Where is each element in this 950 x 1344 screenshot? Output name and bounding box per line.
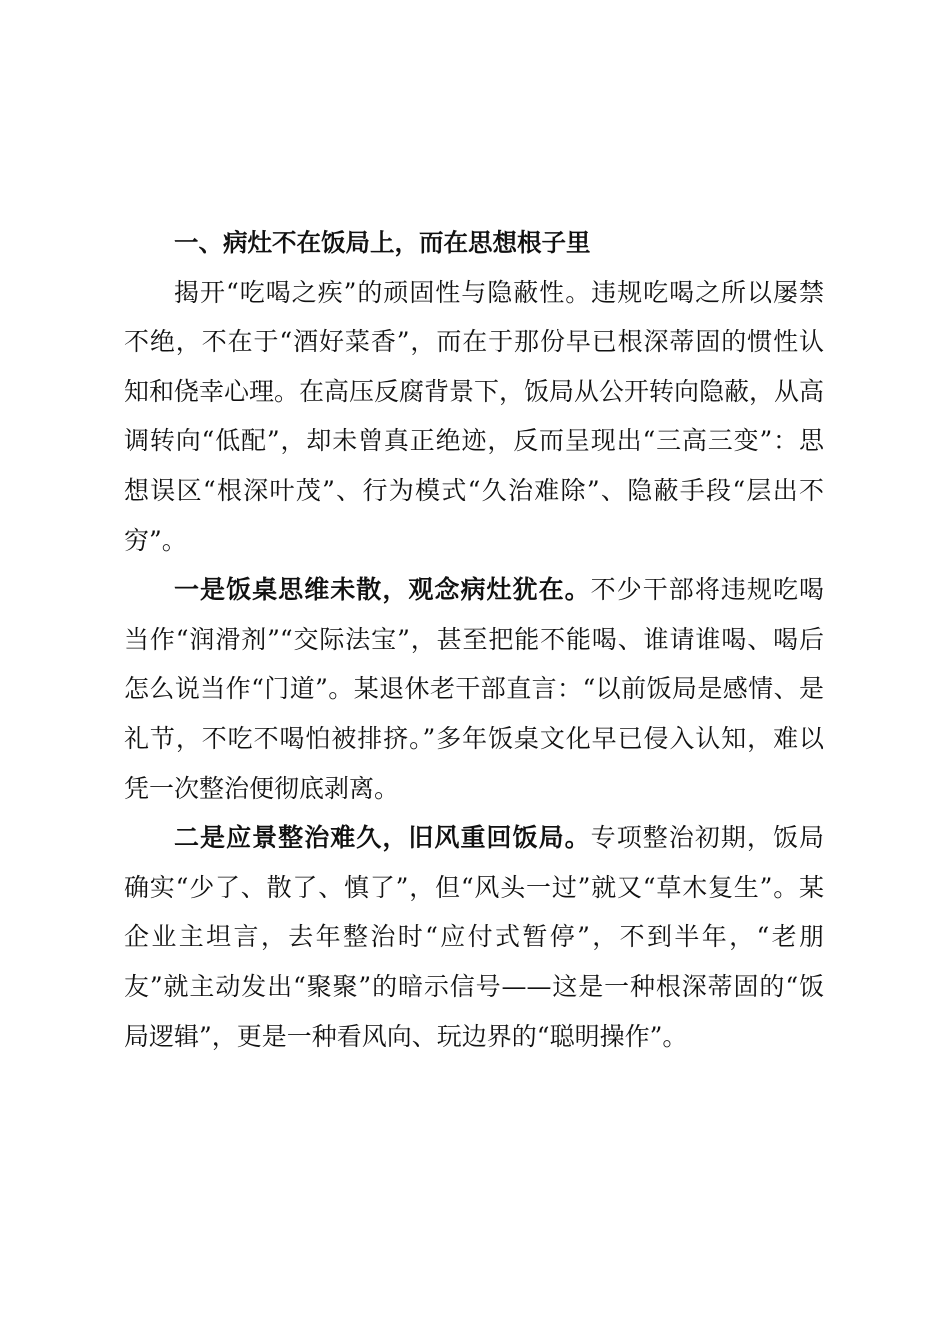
paragraph-first-point bbox=[124, 565, 824, 813]
first-point-lead: 一是饭桌思维未散，观念病灶犹在。 bbox=[174, 575, 591, 605]
second-point-lead: 二是应景整治难久，旧风重回饭局。 bbox=[174, 823, 591, 853]
paragraph-intro: 揭开“吃喝之疾”的顽固性与隐蔽性。违规吃喝之所以屡禁不绝，不在于“酒好菜香”，而在于那份早已根深蒂固的惯性认知和侥幸心理。在高压反腐背景下，饭局从公开转向隐蔽，从高调转向“低配”，却未曾真正绝迹，反而呈现出“三高三变”：思想误区“根深叶茂”、行为模式“久治难除”、隐蔽手段“层出不穷”。 bbox=[124, 277, 825, 555]
second-point-body: 专项整治初期，饭局确实“少了、散了、慎了”，但“风头一过”就又“草木复生”。某企业主坦言，去年整治时“应付式暂停”，不到半年，“老朋友”就主动发出“聚聚”的暗示信号——这是一种根深蒂固的“饭局逻辑”，更是一种看风向、玩边界的“聪明操作”。 bbox=[124, 823, 824, 1051]
document-body bbox=[124, 218, 824, 1061]
section-heading: 一、病灶不在饭局上，而在思想根子里 bbox=[174, 228, 591, 257]
first-point-body: 不少干部将违规吃喝当作“润滑剂”“交际法宝”，甚至把能不能喝、谁请谁喝、喝后怎么说当作“门道”。某退休老干部直言：“以前饭局是感情、是礼节，不吃不喝怕被排挤。”多年饭桌文化早已侵入认知，难以凭一次整治便彻底剥离。 bbox=[124, 575, 824, 803]
paragraph-second-point bbox=[124, 813, 824, 1061]
